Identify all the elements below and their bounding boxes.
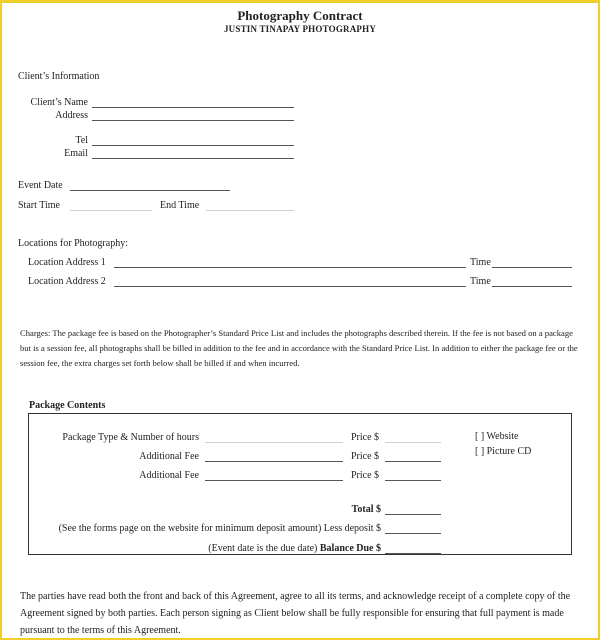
client-address-label: Address — [55, 110, 88, 121]
package-row-3-price-label: Price $ — [351, 470, 380, 481]
end-time-field[interactable] — [206, 210, 294, 211]
picture-cd-checkbox[interactable]: [ ] — [475, 446, 485, 457]
client-name-field[interactable] — [92, 107, 294, 108]
client-tel-label: Tel — [75, 135, 88, 146]
location-1-field[interactable] — [114, 267, 466, 268]
deposit-note: (See the forms page on the website for minimum deposit amount) Less deposit $ — [58, 523, 381, 534]
package-row-3-price-field[interactable] — [385, 480, 441, 481]
locations-section-label: Locations for Photography: — [18, 238, 128, 249]
package-row-1-price-label: Price $ — [351, 432, 380, 443]
end-time-label: End Time — [160, 200, 200, 211]
location-2-time-field[interactable] — [492, 286, 572, 287]
website-option[interactable] — [475, 431, 518, 443]
client-email-field[interactable] — [92, 158, 294, 159]
package-row-2-field[interactable] — [205, 461, 343, 462]
balance-line — [39, 543, 381, 555]
picture-cd-option[interactable] — [475, 446, 531, 458]
picture-cd-option-label: Picture CD — [486, 446, 532, 457]
location-2-time-label: Time — [470, 276, 491, 287]
location-1-time-label: Time — [470, 257, 491, 268]
start-time-label: Start Time — [18, 200, 60, 211]
agreement-paragraph: The parties have read both the front and back of this Agreement, agree to all its terms, and acknowledge receipt of a complete copy of the Agreement signed by both parties. Each person signing as Client below shall be fully responsible for ensuring that full payment is made pursuant to the terms of this Agreement. — [20, 591, 571, 636]
location-2-label: Location Address 2 — [28, 276, 106, 287]
page-title: Photography Contract — [237, 8, 363, 23]
package-row-2-label: Additional Fee — [139, 451, 199, 462]
charges-paragraph: Charges: The package fee is based on the Photographer’s Standard Price List and includes the photographs described therein. If the fee is not based on a package but is a session fee, all photographs shall be billed in addition to the fee and in accordance with the Standard Price List. In addition to either the package fee or the session fee, the extra charges set forth below shall be billed if and when incurred. — [20, 328, 578, 368]
package-row-1-label: Package Type & Number of hours — [62, 432, 199, 443]
package-contents-box — [28, 413, 572, 555]
start-time-field[interactable] — [70, 210, 152, 211]
location-1-time-field[interactable] — [492, 267, 572, 268]
client-tel-field[interactable] — [92, 145, 294, 146]
package-row-2-price-field[interactable] — [385, 461, 441, 462]
location-2-field[interactable] — [114, 286, 466, 287]
package-contents-title: Package Contents — [29, 400, 106, 411]
event-date-field[interactable] — [70, 190, 230, 191]
balance-due-field[interactable] — [385, 553, 441, 554]
location-1-label: Location Address 1 — [28, 257, 106, 268]
due-date-note: (Event date is the due date) — [208, 543, 318, 554]
balance-due-label: Balance Due $ — [319, 543, 381, 554]
package-row-2-price-label: Price $ — [351, 451, 380, 462]
website-checkbox[interactable]: [ ] — [475, 431, 485, 442]
client-section-label: Client’s Information — [18, 71, 100, 82]
package-row-1-price-field[interactable] — [385, 442, 441, 443]
deposit-field[interactable] — [385, 533, 441, 534]
client-name-label: Client’s Name — [30, 97, 88, 108]
package-row-3-field[interactable] — [205, 480, 343, 481]
package-row-3-label: Additional Fee — [139, 470, 199, 481]
website-option-label: Website — [486, 431, 519, 442]
package-row-1-field[interactable] — [205, 442, 343, 443]
client-email-label: Email — [64, 148, 88, 159]
total-label: Total $ — [351, 504, 381, 515]
page-subtitle: JUSTIN TINAPAY PHOTOGRAPHY — [223, 24, 377, 34]
client-address-field[interactable] — [92, 120, 294, 121]
total-field[interactable] — [385, 514, 441, 515]
event-date-label: Event Date — [18, 180, 63, 191]
